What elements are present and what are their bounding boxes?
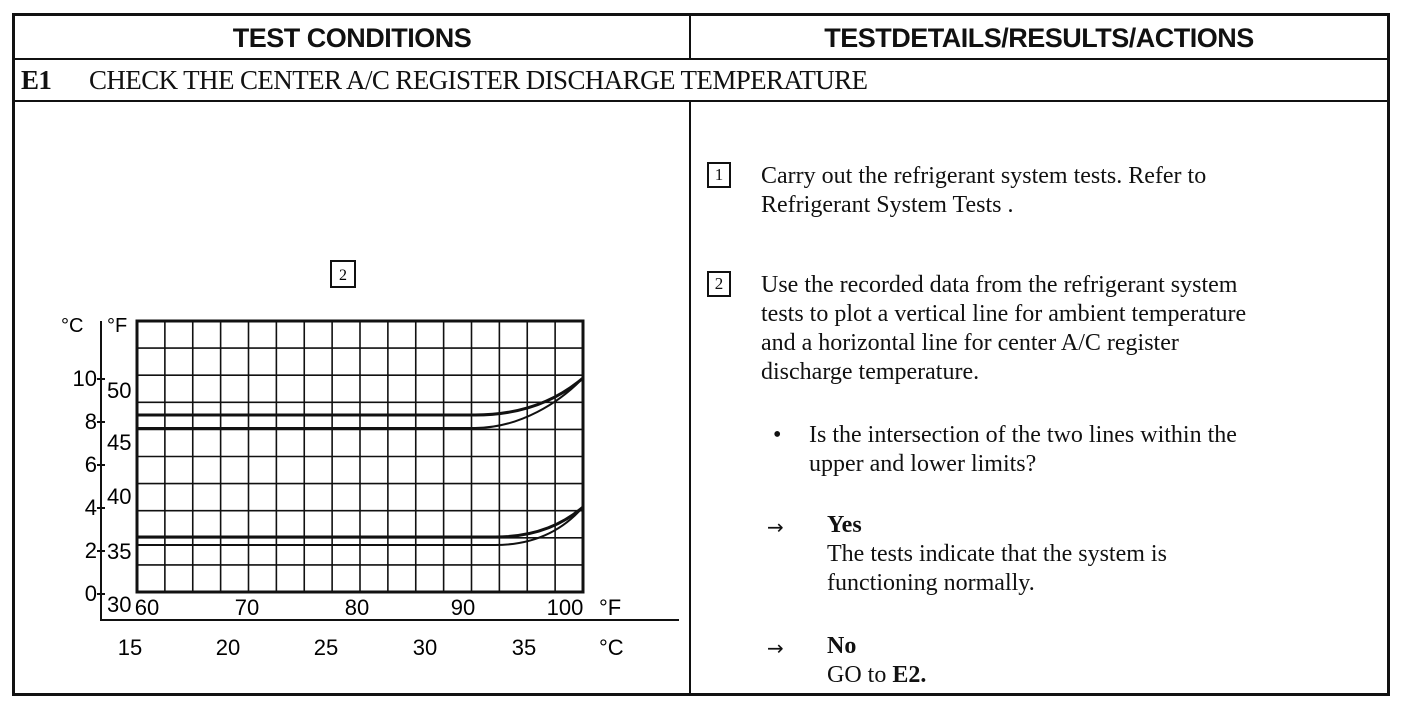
yes-label: Yes [827, 512, 862, 538]
step-2-line-1: Use the recorded data from the refrigerant system [761, 272, 1238, 298]
x-fahrenheit-tick-label: 70 [234, 595, 260, 620]
test-details-header: TESTDETAILS/RESULTS/ACTIONS [691, 16, 1387, 60]
chart-grid [137, 321, 583, 592]
x-axis-unit-celsius: °C [599, 635, 624, 660]
diagnostic-table [12, 13, 1390, 696]
temperature-chart [15, 102, 689, 693]
yes-line-1: The tests indicate that the system is [827, 541, 1167, 567]
y-fahrenheit-tick-label: 45 [107, 430, 132, 455]
left-axis-line [101, 321, 679, 620]
y-celsius-tick-label: 0 [84, 581, 97, 606]
y-fahrenheit-tick-label: 50 [107, 378, 132, 403]
step-id: E1 [21, 65, 52, 95]
x-axis-unit-fahrenheit: °F [599, 595, 622, 620]
step-title: CHECK THE CENTER A/C REGISTER DISCHARGE TEMPERATURE [89, 65, 868, 95]
no-action-prefix: GO to [827, 662, 893, 688]
temperature-limit-diagram [15, 102, 689, 693]
y-fahrenheit-tick-label: 35 [107, 539, 132, 564]
yes-result [827, 511, 1377, 598]
y-axis-unit-celsius: °C [61, 315, 84, 337]
y-celsius-tick-label: 4 [84, 495, 97, 520]
x-fahrenheit-ticks [135, 595, 584, 620]
y-fahrenheit-tick-label: 40 [107, 484, 132, 509]
x-fahrenheit-tick-label: 60 [134, 595, 160, 620]
step-1-line-1: Carry out the refrigerant system tests. Refer to [761, 163, 1207, 189]
no-action [827, 661, 1377, 690]
x-celsius-ticks [118, 635, 536, 660]
step-1-number: 1 [707, 162, 731, 188]
x-celsius-tick-label: 20 [215, 635, 241, 660]
question-line-2: upper and lower limits? [809, 451, 1037, 477]
x-fahrenheit-tick-label: 80 [344, 595, 370, 620]
x-celsius-tick-label: 30 [412, 635, 438, 660]
y-fahrenheit-ticks [107, 378, 131, 617]
y-axis-unit-fahrenheit: °F [107, 315, 128, 337]
y-celsius-tick-label: 8 [84, 409, 97, 434]
x-fahrenheit-tick-label: 90 [450, 595, 476, 620]
test-conditions-header: TEST CONDITIONS [15, 16, 691, 60]
step-title-row [15, 60, 1387, 102]
test-details-column [691, 102, 1387, 693]
x-celsius-tick-label: 15 [117, 635, 143, 660]
x-celsius-tick-label: 25 [313, 635, 339, 660]
no-label: No [827, 633, 857, 659]
callout-label: 2 [339, 267, 347, 284]
y-celsius-tick-label: 10 [72, 366, 97, 391]
step-2-text [761, 271, 1381, 387]
no-arrow-icon: → [767, 636, 784, 660]
x-celsius-tick-label: 35 [511, 635, 537, 660]
step-2-line-4: discharge temperature. [761, 359, 980, 385]
step-1-text [761, 162, 1381, 220]
step-1-line-2: Refrigerant System Tests . [761, 192, 1014, 218]
y-celsius-tick-label: 6 [84, 452, 97, 477]
y-fahrenheit-tick-label: 30 [107, 592, 132, 617]
x-fahrenheit-tick-label: 100 [546, 595, 584, 620]
yes-line-2: functioning normally. [827, 570, 1035, 596]
y-celsius-tick-label: 2 [84, 538, 97, 563]
step-2-line-2: tests to plot a vertical line for ambient temperature [761, 301, 1247, 327]
question-line-1: Is the intersection of the two lines within the [809, 422, 1237, 448]
question-bullet: • [773, 422, 782, 448]
no-result [827, 632, 1377, 690]
question-text [809, 421, 1379, 479]
yes-arrow-icon: → [767, 515, 784, 539]
step-2-line-3: and a horizontal line for center A/C register [761, 330, 1179, 356]
step-2-number: 2 [707, 271, 731, 297]
no-action-link[interactable]: E2. [892, 662, 927, 688]
